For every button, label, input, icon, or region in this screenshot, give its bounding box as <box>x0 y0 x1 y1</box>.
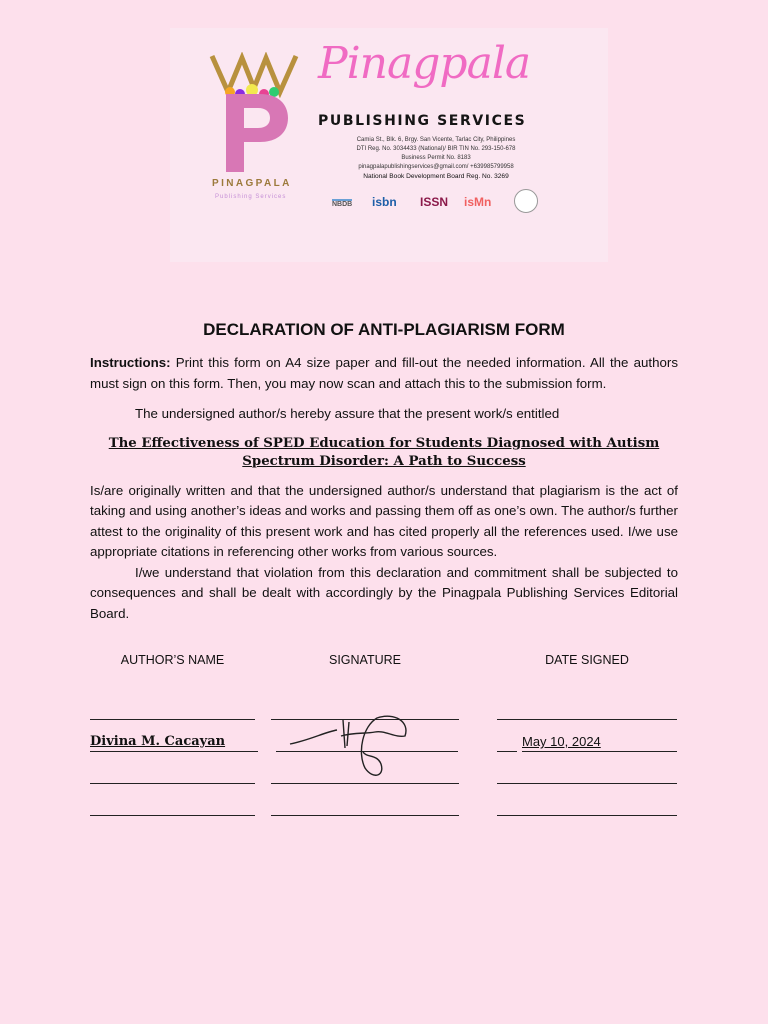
nbdb-badge: NBDB <box>332 201 353 208</box>
isbn-badge: isbn <box>372 195 397 209</box>
date-line[interactable] <box>497 719 677 720</box>
name-line[interactable] <box>90 815 255 816</box>
accreditation-badges <box>332 187 542 217</box>
instructions <box>90 353 678 394</box>
logo-subtitle: Publishing Services <box>215 194 287 200</box>
table-row <box>90 790 678 822</box>
issn-badge: ISSN <box>420 195 449 209</box>
table-row <box>90 726 678 758</box>
registration: DTI Reg. No. 3034433 (National)/ BIR TIN No. 293-150-678 <box>356 146 516 152</box>
signature-header: SIGNATURE <box>329 653 401 667</box>
brand-name: Pinagpala <box>318 38 531 89</box>
name-line[interactable] <box>90 719 255 720</box>
nbdb-registration: National Book Development Board Reg. No. 3269 <box>363 173 509 180</box>
p-logo-icon <box>226 94 288 172</box>
form-title: DECLARATION OF ANTI-PLAGIARISM FORM <box>203 320 565 339</box>
date-line <box>497 751 517 752</box>
ismn-badge: isMn <box>464 195 492 209</box>
name-line <box>90 751 258 752</box>
signatures-table <box>90 652 678 822</box>
date-line[interactable] <box>497 815 677 816</box>
email-phone: pinagpalapublishingservices@gmail.com/ +639985799958 <box>358 164 514 170</box>
contact-info <box>318 136 554 181</box>
intro-text: The undersigned author/s hereby assure that the present work/s entitled <box>135 406 560 421</box>
seal-icon <box>514 189 538 213</box>
date-line <box>522 751 677 752</box>
signature-line[interactable] <box>271 815 459 816</box>
date-signed: May 10, 2024 <box>522 734 601 749</box>
address: Camia St., Blk. 6, Brgy. San Vicente, Tarlac City, Philippines <box>356 137 516 143</box>
commitment-paragraph: I/we understand that violation from this declaration and commitment shall be subjected to consequences and shall be dealt with accordingly by the Pinagpala Publishing Services Editorial Board. <box>90 564 678 621</box>
declaration-paragraph: Is/are originally written and that the undersigned author/s understand that plagiarism is the act of taking and using another’s ideas and works and passing them off as one’s own. The author/s further attest to the originality of this present work and has cited properly all the references used. I/we use appropriate citations in referencing other works from various sources. <box>90 482 678 559</box>
work-title: The Effectiveness of SPED Education for Students Diagnosed with Autism Spectrum Disorder: A Path to Success <box>108 435 660 469</box>
instructions-text: Print this form on A4 size paper and fill-out the needed information. All the authors must sign on this form. Then, you may now scan and attach this to the submission form. <box>90 355 678 391</box>
letterhead-text <box>318 38 558 217</box>
business-permit: Business Permit No. 8183 <box>401 155 471 161</box>
date-line[interactable] <box>497 783 677 784</box>
name-line[interactable] <box>90 783 255 784</box>
date-signed-header: DATE SIGNED <box>545 653 629 667</box>
publisher-letterhead <box>170 28 608 262</box>
form-body <box>90 319 678 822</box>
signature-line[interactable] <box>271 783 459 784</box>
table-row <box>90 758 678 790</box>
author-name-header: AUTHOR’S NAME <box>120 653 225 667</box>
instructions-label: Instructions: <box>90 355 171 370</box>
logo-name: PINAGPALA <box>212 178 292 189</box>
author-name: Divina M. Cacayan <box>90 734 226 749</box>
publishing-services-heading: PUBLISHING SERVICES <box>318 113 527 129</box>
table-header-row <box>90 652 678 674</box>
